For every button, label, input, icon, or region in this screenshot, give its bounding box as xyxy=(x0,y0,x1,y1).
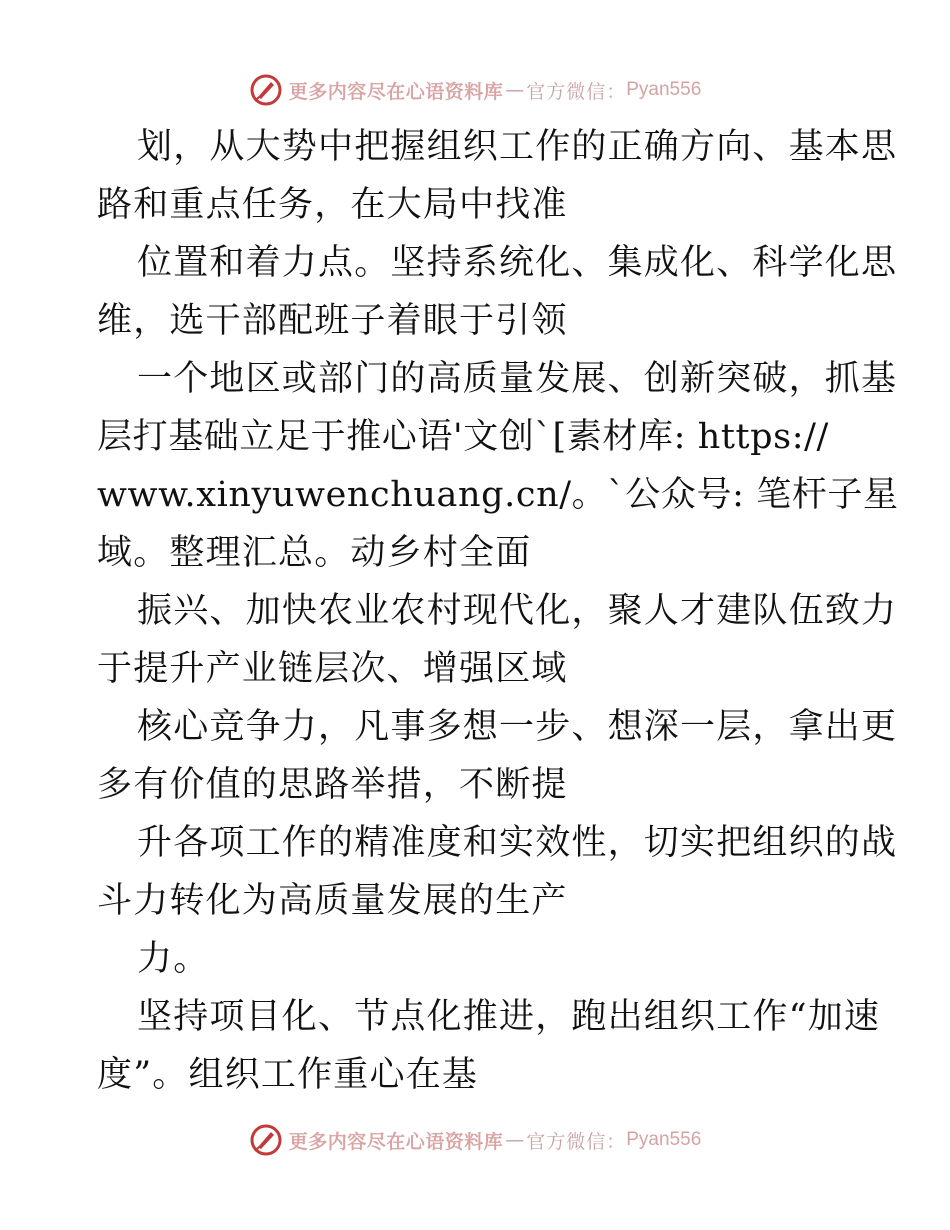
watermark-separator: — xyxy=(505,1129,525,1151)
watermark-id: Pyan556 xyxy=(626,1129,702,1150)
text-line: 层打基础立足于推心语'文创`[素材库: https:// xyxy=(97,417,829,457)
header-watermark xyxy=(0,70,950,110)
quill-logo-icon xyxy=(249,1123,283,1157)
watermark-id: Pyan556 xyxy=(626,79,702,100)
text-line: 维，选干部配班子着眼于引领 xyxy=(97,301,568,341)
text-line: 划，从大势中把握组织工作的正确方向、基本思 xyxy=(137,127,898,167)
text-line: 度”。组织工作重心在基 xyxy=(97,1055,479,1095)
text-line: 位置和着力点。坚持系统化、集成化、科学化思 xyxy=(137,243,898,283)
watermark-text: 更多内容尽在心语资料库 xyxy=(288,80,504,103)
text-line: 升各项工作的精准度和实效性，切实把组织的战 xyxy=(137,823,898,863)
footer-watermark xyxy=(0,1120,950,1160)
text-line: 振兴、加快农业农村现代化，聚人才建队伍致力 xyxy=(137,591,898,631)
text-line: 斗力转化为高质量发展的生产 xyxy=(97,881,568,921)
text-line: 核心竞争力，凡事多想一步、想深一层，拿出更 xyxy=(137,707,898,747)
watermark-separator: — xyxy=(505,79,525,101)
watermark-label: 官方微信： xyxy=(526,1130,627,1153)
text-line: 域。整理汇总。动乡村全面 xyxy=(97,533,532,573)
document-body xyxy=(97,118,899,1104)
watermark-label: 官方微信： xyxy=(526,80,627,103)
text-line: 于提升产业链层次、增强区域 xyxy=(97,649,568,689)
text-line: 路和重点任务，在大局中找准 xyxy=(97,185,568,225)
text-line: 力。 xyxy=(137,939,210,979)
watermark-text: 更多内容尽在心语资料库 xyxy=(288,1130,504,1153)
text-line: 坚持项目化、节点化推进，跑出组织工作“加速 xyxy=(137,997,881,1037)
quill-logo-icon xyxy=(249,73,283,107)
text-line: www.xinyuwenchuang.cn/。`公众号: 笔杆子星 xyxy=(97,475,899,515)
text-line: 多有价值的思路举措，不断提 xyxy=(97,765,568,805)
text-line: 一个地区或部门的高质量发展、创新突破，抓基 xyxy=(137,359,898,399)
